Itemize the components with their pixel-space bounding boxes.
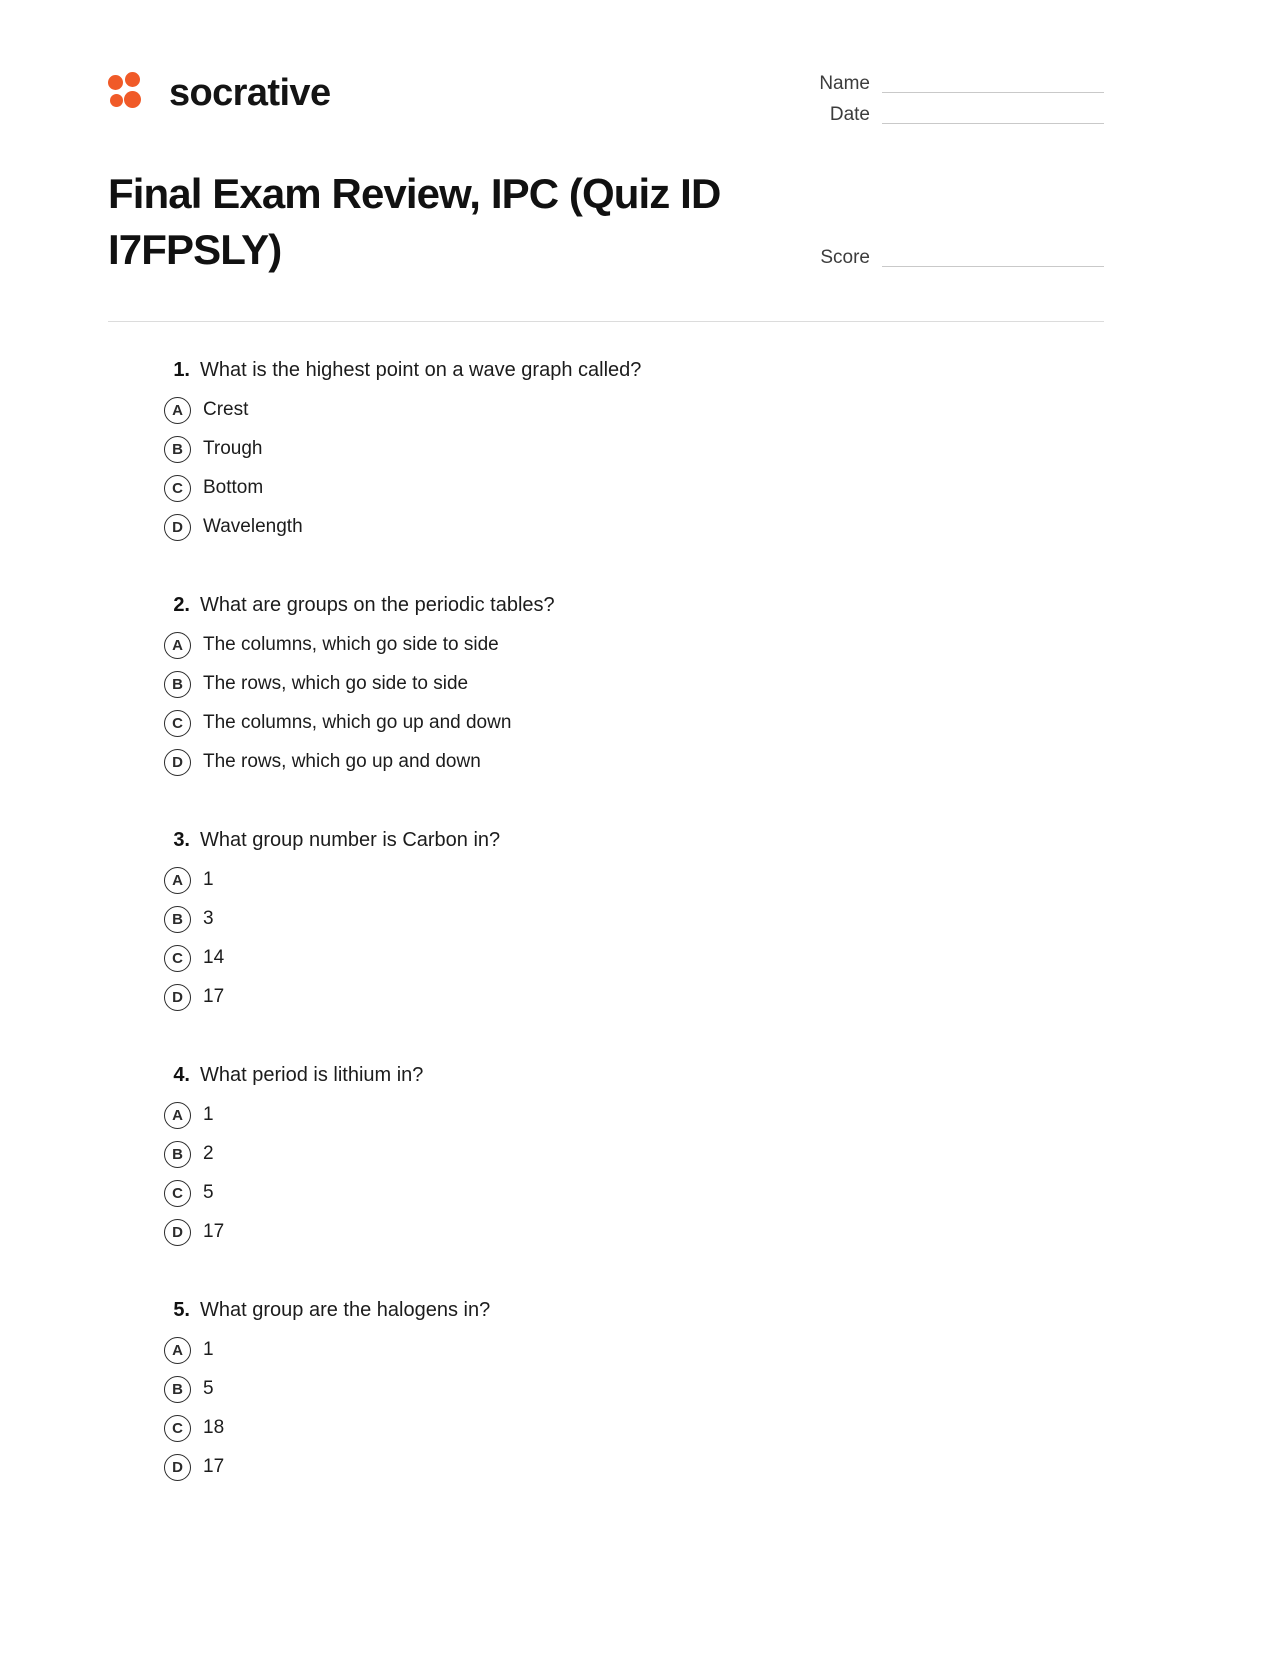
question-prompt: What group number is Carbon in?: [200, 829, 501, 851]
title-block: [108, 166, 1104, 279]
choice-label: 5: [203, 1378, 214, 1400]
score-field-wrap: [820, 166, 1104, 279]
choice-label: 3: [203, 908, 214, 930]
choice-option[interactable]: [164, 1219, 1104, 1246]
choice-option[interactable]: [164, 710, 1104, 737]
choice-option[interactable]: [164, 1376, 1104, 1403]
question-prompt: What group are the halogens in?: [200, 1299, 491, 1321]
question-heading: [164, 1296, 1104, 1324]
choice-label: Crest: [203, 399, 249, 421]
choice-bubble[interactable]: C: [164, 1180, 191, 1207]
choice-label: 18: [203, 1417, 225, 1439]
question-prompt: What are groups on the periodic tables?: [200, 594, 555, 616]
choice-label: The columns, which go side to side: [203, 634, 499, 656]
question-item: [108, 1296, 1104, 1481]
choice-label: The columns, which go up and down: [203, 712, 512, 734]
choice-label: 1: [203, 869, 214, 891]
choice-option[interactable]: [164, 632, 1104, 659]
choice-label: The rows, which go up and down: [203, 751, 481, 773]
choice-option[interactable]: [164, 514, 1104, 541]
name-date-fields: [804, 56, 1104, 136]
question-heading: [164, 356, 1104, 384]
choice-bubble[interactable]: C: [164, 1415, 191, 1442]
socrative-dots-logo-icon: [108, 72, 152, 114]
choice-bubble[interactable]: B: [164, 671, 191, 698]
choice-option[interactable]: [164, 867, 1104, 894]
choice-bubble[interactable]: B: [164, 436, 191, 463]
choice-bubble[interactable]: A: [164, 1337, 191, 1364]
question-heading: [164, 1061, 1104, 1089]
choice-bubble[interactable]: B: [164, 1141, 191, 1168]
choice-option[interactable]: [164, 1180, 1104, 1207]
choice-option[interactable]: [164, 1415, 1104, 1442]
choice-label: 2: [203, 1143, 214, 1165]
choice-option[interactable]: [164, 906, 1104, 933]
document-header: [108, 56, 1104, 136]
date-field-label: Date: [829, 104, 870, 125]
choice-label: Trough: [203, 438, 263, 460]
choice-option[interactable]: [164, 1337, 1104, 1364]
date-field-row: [804, 105, 1104, 124]
choice-label: Wavelength: [203, 516, 303, 538]
questions-list: [108, 356, 1104, 1481]
choice-bubble[interactable]: C: [164, 475, 191, 502]
choice-bubble[interactable]: A: [164, 632, 191, 659]
name-field-row: [804, 74, 1104, 93]
sheet-content: [108, 56, 1104, 1531]
choice-label: The rows, which go side to side: [203, 673, 469, 695]
choice-bubble[interactable]: A: [164, 397, 191, 424]
choice-option[interactable]: [164, 749, 1104, 776]
choice-bubble[interactable]: A: [164, 1102, 191, 1129]
choice-option[interactable]: [164, 1454, 1104, 1481]
choice-option[interactable]: [164, 475, 1104, 502]
choice-option[interactable]: [164, 945, 1104, 972]
question-item: [108, 826, 1104, 1011]
score-field-row: [820, 248, 1104, 267]
choice-label: 1: [203, 1104, 214, 1126]
choice-label: 17: [203, 1456, 225, 1478]
choice-option[interactable]: [164, 1141, 1104, 1168]
choice-bubble[interactable]: C: [164, 945, 191, 972]
question-number: 4.: [173, 1064, 190, 1086]
choice-bubble[interactable]: B: [164, 1376, 191, 1403]
choice-bubble[interactable]: D: [164, 1219, 191, 1246]
question-item: [108, 591, 1104, 776]
question-heading: [164, 826, 1104, 854]
choice-label: 17: [203, 986, 225, 1008]
name-field-label: Name: [819, 73, 870, 94]
name-field-line[interactable]: [882, 76, 1104, 93]
question-item: [108, 1061, 1104, 1246]
choice-label: 14: [203, 947, 225, 969]
date-field-line[interactable]: [882, 107, 1104, 124]
question-number: 3.: [173, 829, 190, 851]
choice-option[interactable]: [164, 436, 1104, 463]
choice-bubble[interactable]: D: [164, 514, 191, 541]
brand-name: socrative: [169, 72, 331, 114]
choice-bubble[interactable]: D: [164, 749, 191, 776]
question-prompt: What is the highest point on a wave graph called?: [200, 359, 642, 381]
question-heading: [164, 591, 1104, 619]
choice-label: 1: [203, 1339, 214, 1361]
choice-option[interactable]: [164, 397, 1104, 424]
choice-label: 17: [203, 1221, 225, 1243]
choice-bubble[interactable]: D: [164, 984, 191, 1011]
score-field-line[interactable]: [882, 250, 1104, 267]
choice-label: 5: [203, 1182, 214, 1204]
choice-option[interactable]: [164, 1102, 1104, 1129]
choice-label: Bottom: [203, 477, 264, 499]
choice-bubble[interactable]: D: [164, 1454, 191, 1481]
page-title: Final Exam Review, IPC (Quiz ID I7FPSLY): [108, 170, 721, 273]
question-number: 1.: [173, 359, 190, 381]
score-field-label: Score: [820, 247, 870, 268]
choice-bubble[interactable]: B: [164, 906, 191, 933]
choice-option[interactable]: [164, 984, 1104, 1011]
choice-bubble[interactable]: C: [164, 710, 191, 737]
brand-lockup: [108, 56, 330, 114]
choice-option[interactable]: [164, 671, 1104, 698]
question-number: 5.: [173, 1299, 190, 1321]
choice-bubble[interactable]: A: [164, 867, 191, 894]
header-divider: [108, 321, 1104, 322]
question-number: 2.: [173, 594, 190, 616]
question-prompt: What period is lithium in?: [200, 1064, 424, 1086]
question-item: [108, 356, 1104, 541]
